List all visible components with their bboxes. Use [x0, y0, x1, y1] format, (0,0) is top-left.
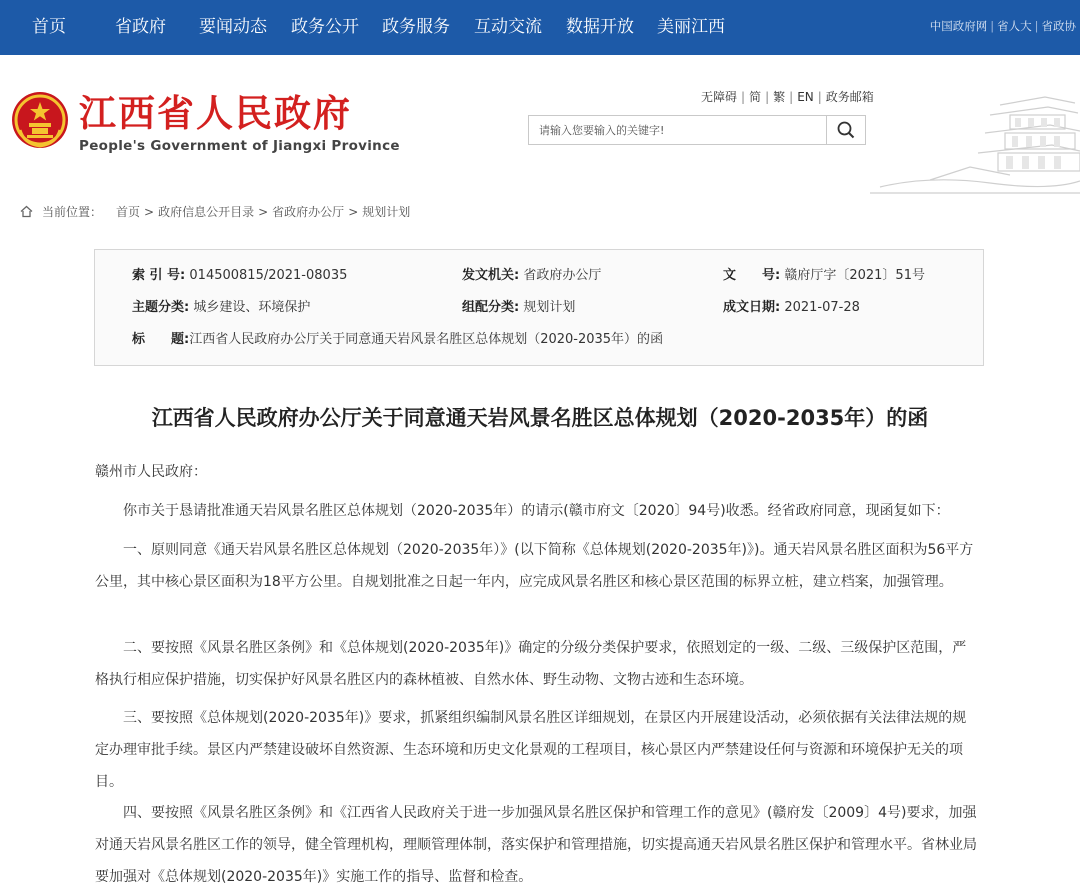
- link-separator: |: [765, 90, 770, 104]
- info-value: 江西省人民政府办公厅关于同意通天岩风景名胜区总体规划（2020-2035年）的函: [189, 332, 664, 347]
- link-separator: |: [789, 90, 794, 104]
- info-document-number: [723, 267, 925, 285]
- nav-item-public-affairs[interactable]: 政务公开: [291, 17, 359, 37]
- nav-item-home[interactable]: 首页: [32, 17, 66, 37]
- article-salutation: 赣州市人民政府：: [95, 464, 207, 480]
- link-gov-mail[interactable]: 政务邮箱: [825, 90, 874, 104]
- info-value: 2021-07-28: [784, 300, 860, 315]
- info-label: 文 号:: [723, 268, 781, 283]
- info-value: 省政府办公厅: [523, 268, 602, 283]
- info-value: 014500815/2021-08035: [189, 268, 348, 283]
- tengwang-pavilion-icon: [870, 75, 1080, 195]
- breadcrumb-label: 当前位置：: [42, 205, 103, 219]
- info-value: 规划计划: [523, 300, 576, 315]
- link-simplified[interactable]: 简: [749, 90, 762, 104]
- breadcrumb-info-catalog[interactable]: 政府信息公开目录: [158, 205, 255, 219]
- link-traditional[interactable]: 繁: [773, 90, 786, 104]
- info-category: [462, 299, 575, 317]
- article-paragraph: 三、要按照《总体规划(2020-2035年)》要求，抓紧组织编制风景名胜区详细规划，在景区内开展建设活动，必须依据有关法律法规的规定办理审批手续。景区内严禁建设破坏自然资源、生态环境和历史文化景观的工程项目，核心景区内严禁建设任何与资源和环境保护无关的项目。: [95, 710, 967, 790]
- info-label: 标 题:: [132, 332, 190, 347]
- breadcrumb: [20, 203, 410, 220]
- breadcrumb-general-office[interactable]: 省政府办公厅: [272, 205, 345, 219]
- link-provincial-cppcc[interactable]: 省政协: [1041, 19, 1076, 33]
- search-input[interactable]: [529, 116, 827, 144]
- home-icon: [20, 205, 33, 218]
- breadcrumb-separator: >: [348, 204, 359, 219]
- site-subtitle: People's Government of Jiangxi Province: [79, 138, 400, 154]
- info-issuer: [462, 267, 601, 285]
- nav-item-services[interactable]: 政务服务: [382, 17, 450, 37]
- info-title: [132, 331, 663, 349]
- external-links: [930, 18, 1076, 34]
- breadcrumb-home[interactable]: 首页: [116, 205, 141, 219]
- national-emblem-icon[interactable]: [10, 90, 70, 150]
- article-title: 江西省人民政府办公厅关于同意通天岩风景名胜区总体规划（2020-2035年）的函: [151, 406, 929, 430]
- article-paragraph: 四、要按照《风景名胜区条例》和《江西省人民政府关于进一步加强风景名胜区保护和管理工作的意见》(赣府发〔2009〕4号)要求，加强对通天岩风景名胜区工作的领导，健全管理机构，理顺管理体制，落实保护和管理措施，切实提高通天岩风景名胜区保护和管理水平。省林业局要加强对《总体规划(2020-2035年)》实施工作的指导、监督和检查。: [95, 805, 977, 885]
- top-navigation-bar: [0, 0, 1080, 55]
- nav-item-news[interactable]: 要闻动态: [199, 17, 267, 37]
- info-topic: [132, 299, 310, 317]
- info-date: [723, 299, 860, 317]
- info-label: 成文日期:: [723, 300, 781, 315]
- info-value: 赣府厅字〔2021〕51号: [784, 268, 925, 283]
- info-label: 索 引 号:: [132, 268, 186, 283]
- nav-item-open-data[interactable]: 数据开放: [566, 17, 634, 37]
- link-china-gov[interactable]: 中国政府网: [929, 19, 988, 33]
- link-accessibility[interactable]: 无障碍: [701, 90, 738, 104]
- info-index-number: [132, 267, 347, 285]
- search-button[interactable]: [826, 116, 865, 144]
- search-icon: [837, 121, 855, 139]
- nav-item-province-government[interactable]: 省政府: [115, 17, 166, 37]
- info-label: 组配分类:: [462, 300, 520, 315]
- nav-item-interaction[interactable]: 互动交流: [474, 17, 542, 37]
- utility-links: [701, 88, 874, 105]
- article-paragraph: 二、要按照《风景名胜区条例》和《总体规划(2020-2035年)》确定的分级分类保护要求，依照划定的一级、二级、三级保护区范围，严格执行相应保护措施，切实保护好风景名胜区内的森林植被、自然水体、野生动物、文物古迹和生态环境。: [95, 640, 967, 688]
- link-separator: |: [741, 90, 746, 104]
- article-paragraph: 一、原则同意《通天岩风景名胜区总体规划（2020-2035年）》(以下简称《总体规划(2020-2035年)》)。通天岩风景名胜区面积为5󠄀6平方公里，其中核心景区面积为1󠄀8平方公里。自规划批准之日起一年内，应完成风景名胜区和核心景区范围的标界立桩，建立档案，加强管理。: [95, 542, 974, 590]
- link-separator: |: [990, 19, 995, 33]
- breadcrumb-separator: >: [144, 204, 155, 219]
- nav-item-beautiful-jiangxi[interactable]: 美丽江西: [657, 17, 725, 37]
- site-header: [0, 55, 1080, 195]
- link-english[interactable]: EN: [797, 90, 814, 104]
- article-paragraph: 你市关于恳请批准通天岩风景名胜区总体规划（2020-2035年）的请示(赣市府文〔2020〕94号)收悉。经省政府同意，现函复如下：: [123, 503, 950, 519]
- link-separator: |: [1034, 19, 1039, 33]
- info-label: 发文机关:: [462, 268, 520, 283]
- link-provincial-congress[interactable]: 省人大: [997, 19, 1032, 33]
- info-value: 城乡建设、环境保护: [193, 300, 311, 315]
- site-title: 江西省人民政府: [79, 91, 352, 135]
- document-info-box: [94, 249, 984, 366]
- breadcrumb-planning[interactable]: 规划计划: [362, 205, 411, 219]
- search-box: [528, 115, 866, 145]
- info-label: 主题分类:: [132, 300, 190, 315]
- link-separator: |: [817, 90, 822, 104]
- breadcrumb-separator: >: [258, 204, 269, 219]
